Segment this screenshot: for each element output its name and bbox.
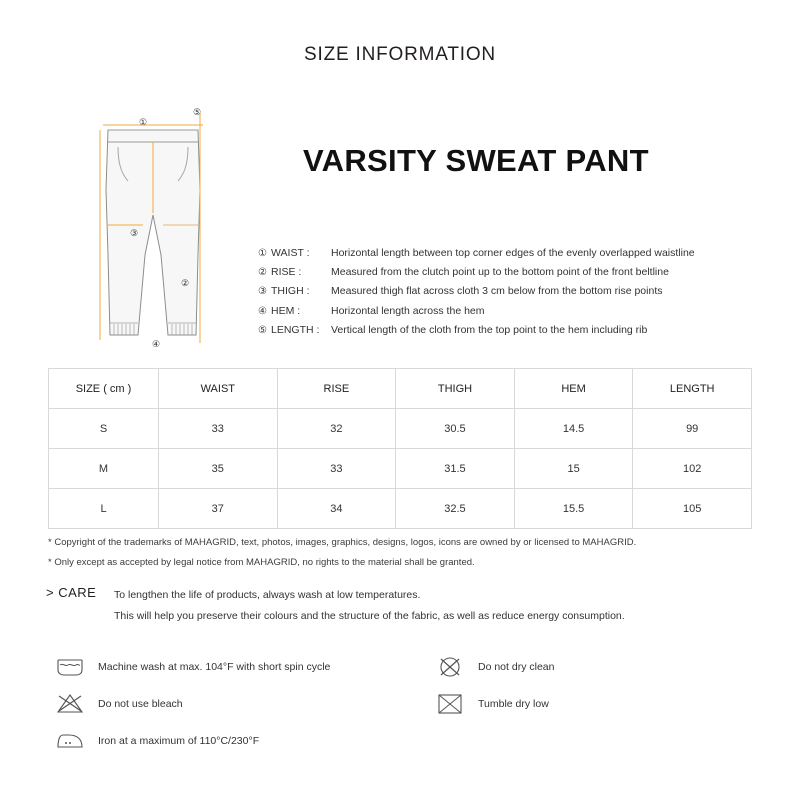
table-cell: 31.5 xyxy=(396,449,515,489)
legend-description: Vertical length of the cloth from the top point to the hem including rib xyxy=(331,323,648,336)
table-cell: 32 xyxy=(277,409,396,449)
care-instructions xyxy=(46,585,776,627)
do-not-dry-clean-icon xyxy=(436,652,478,682)
care-symbol-row xyxy=(56,648,426,685)
care-symbols-left-column xyxy=(56,648,426,759)
legend-label: LENGTH : xyxy=(271,323,320,336)
legend-number: ⑤ xyxy=(258,324,267,336)
care-symbol-label: Do not use bleach xyxy=(98,697,183,710)
legend-item xyxy=(258,282,758,301)
legend-label: RISE : xyxy=(271,266,302,279)
table-header-cell: RISE xyxy=(277,369,396,409)
legend-item xyxy=(258,244,758,263)
product-name: VARSITY SWEAT PANT xyxy=(303,143,649,178)
legend-label: WAIST : xyxy=(271,247,310,259)
care-title: > CARE xyxy=(46,585,97,600)
legend-number: ① xyxy=(258,248,267,259)
table-row xyxy=(49,449,752,489)
care-symbol-label: Machine wash at max. 104°F with short spin cycle xyxy=(98,660,331,673)
table-header-cell: SIZE ( cm ) xyxy=(49,369,159,409)
table-cell: 99 xyxy=(633,409,752,449)
table-cell: 33 xyxy=(159,409,278,449)
table-cell: 15 xyxy=(514,449,633,489)
legend-description: Measured thigh flat across cloth 3 cm below from the bottom rise points xyxy=(331,285,663,298)
table-row xyxy=(49,489,752,529)
callout-4: ④ xyxy=(151,339,161,349)
table-cell: 105 xyxy=(633,489,752,529)
copyright-notice xyxy=(48,533,768,573)
table-cell: S xyxy=(49,409,159,449)
care-line: To lengthen the life of products, always wash at low temperatures. xyxy=(114,589,421,601)
legend-description: Horizontal length between top corner edges of the evenly overlapped waistline xyxy=(331,247,695,259)
legend-item xyxy=(258,302,758,321)
table-cell: 30.5 xyxy=(396,409,515,449)
table-header-cell: HEM xyxy=(514,369,633,409)
care-symbols-right-column xyxy=(436,648,756,722)
care-symbol-label: Iron at a maximum of 110°C/230°F xyxy=(98,734,260,747)
machine-wash-icon xyxy=(56,652,98,682)
legend-item xyxy=(258,263,758,282)
table-cell: 34 xyxy=(277,489,396,529)
legend-number: ④ xyxy=(258,305,267,317)
measurement-legend xyxy=(258,244,758,340)
iron-icon xyxy=(56,726,98,756)
table-cell: 32.5 xyxy=(396,489,515,529)
tumble-dry-low-icon xyxy=(436,689,478,719)
care-symbol-row xyxy=(436,685,756,722)
table-cell: 33 xyxy=(277,449,396,489)
pants-sketch-svg xyxy=(48,95,268,360)
table-cell: 15.5 xyxy=(514,489,633,529)
callout-1: ① xyxy=(138,117,148,127)
table-cell: L xyxy=(49,489,159,529)
callout-2: ② xyxy=(180,278,190,288)
table-cell: 37 xyxy=(159,489,278,529)
care-symbol-label: Tumble dry low xyxy=(478,697,549,710)
legend-number: ③ xyxy=(258,286,267,298)
do-not-bleach-icon xyxy=(56,689,98,719)
table-header-cell: LENGTH xyxy=(633,369,752,409)
table-cell: 35 xyxy=(159,449,278,489)
table-header-cell: THIGH xyxy=(396,369,515,409)
table-row xyxy=(49,409,752,449)
table-header-row xyxy=(49,369,752,409)
copyright-line: * Only except as accepted by legal notice from MAHAGRID, no rights to the material shall be granted. xyxy=(48,557,475,568)
table-cell: M xyxy=(49,449,159,489)
legend-number: ② xyxy=(258,267,267,279)
care-line: This will help you preserve their colours and the structure of the fabric, as well as reduce energy consumption. xyxy=(114,610,625,622)
copyright-line: * Copyright of the trademarks of MAHAGRID, text, photos, images, graphics, designs, logos, icons are owned by or licensed to MAHAGRID. xyxy=(48,537,637,548)
callout-3: ③ xyxy=(129,228,139,238)
care-symbol-row xyxy=(56,722,426,759)
product-technical-diagram xyxy=(48,95,268,360)
legend-description: Measured from the clutch point up to the bottom point of the front beltline xyxy=(331,266,669,279)
care-symbol-label: Do not dry clean xyxy=(478,660,555,673)
legend-label: THIGH : xyxy=(271,285,310,298)
table-header-cell: WAIST xyxy=(159,369,278,409)
table-cell: 102 xyxy=(633,449,752,489)
legend-label: HEM : xyxy=(271,304,301,317)
care-symbol-row xyxy=(436,648,756,685)
size-table xyxy=(48,368,752,529)
legend-description: Horizontal length across the hem xyxy=(331,304,485,317)
care-symbol-row xyxy=(56,685,426,722)
legend-item xyxy=(258,321,758,340)
page-title: SIZE INFORMATION xyxy=(304,44,496,65)
table-cell: 14.5 xyxy=(514,409,633,449)
callout-5: ⑤ xyxy=(192,107,202,117)
